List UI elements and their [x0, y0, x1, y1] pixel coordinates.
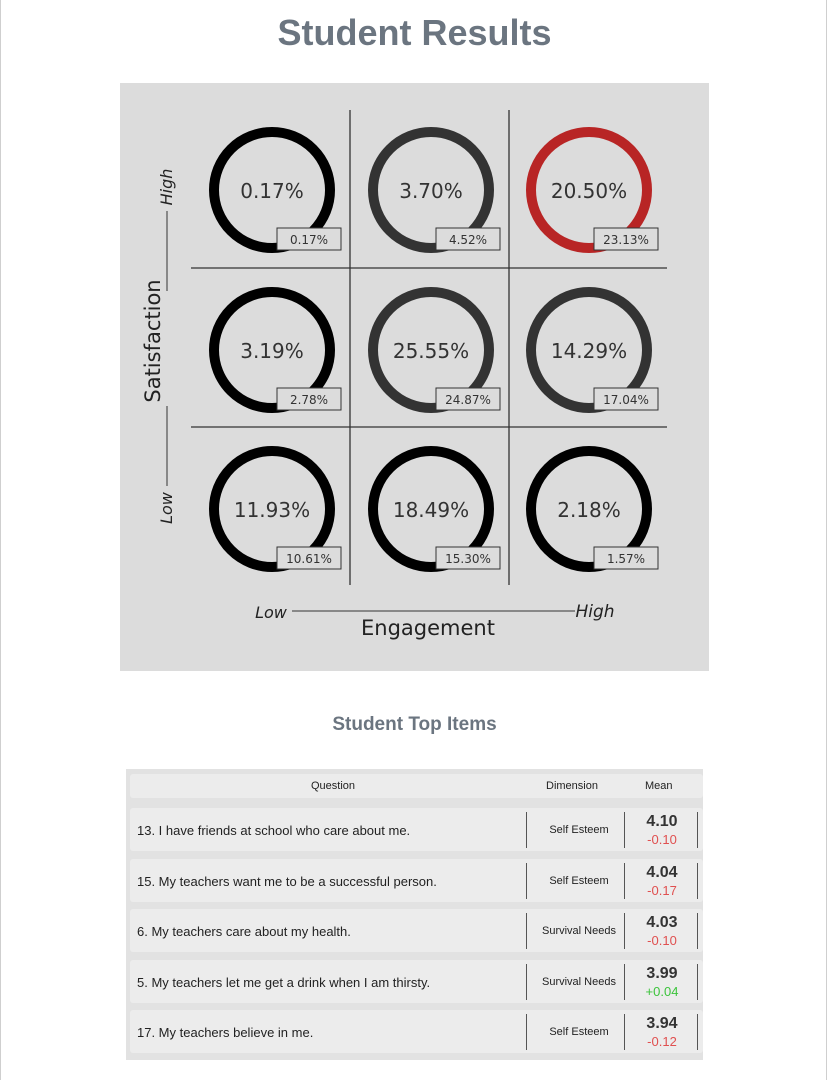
row-divider [624, 812, 625, 848]
row-divider [526, 812, 527, 848]
table-row [130, 859, 703, 902]
table-row [130, 808, 703, 851]
row-divider [697, 812, 698, 848]
cell-main-value: 14.29% [550, 339, 628, 363]
cell-main-value: 0.17% [240, 179, 304, 203]
row-delta: -0.12 [647, 1034, 677, 1049]
row-question: 13. I have friends at school who care about me. [137, 823, 411, 838]
table-row [130, 960, 703, 1003]
y-axis-high-label: High [157, 168, 176, 206]
header-dimension: Dimension [546, 780, 598, 792]
row-divider [624, 863, 625, 899]
matrix-cell [214, 451, 341, 569]
matrix-graphic [120, 83, 709, 671]
cell-badge-value: 1.57% [606, 552, 646, 566]
row-divider [697, 863, 698, 899]
row-mean: 4.03 [646, 914, 678, 931]
matrix-cell [531, 451, 658, 569]
row-dimension: Survival Needs [542, 925, 616, 937]
cell-badge-value: 10.61% [286, 552, 332, 566]
row-question: 5. My teachers let me get a drink when I am thirsty. [137, 975, 431, 990]
row-dimension: Self Esteem [549, 824, 609, 836]
y-axis-title: Satisfaction [141, 279, 165, 403]
row-mean: 4.10 [646, 813, 678, 830]
x-axis-high-label: High [575, 602, 615, 622]
row-dimension: Self Esteem [549, 875, 609, 887]
matrix-cell [531, 292, 658, 410]
row-divider [697, 913, 698, 949]
row-dimension: Self Esteem [549, 1026, 609, 1038]
row-question: 6. My teachers care about my health. [137, 924, 351, 939]
top-items-title: Student Top Items [332, 714, 497, 735]
top-items-table [126, 769, 703, 1060]
row-divider [697, 964, 698, 1000]
cell-badge-value: 2.78% [289, 393, 329, 407]
x-axis-title: Engagement [361, 616, 495, 640]
matrix-cell [373, 292, 500, 410]
row-divider [526, 1014, 527, 1050]
header-question: Question [311, 780, 356, 792]
y-axis-low-label: Low [157, 492, 176, 524]
row-mean: 3.94 [646, 1015, 678, 1032]
cell-badge-value: 17.04% [603, 393, 649, 407]
matrix-cell [373, 451, 500, 569]
matrix-cell [373, 132, 500, 250]
engagement-satisfaction-matrix [120, 83, 709, 671]
row-delta: -0.10 [647, 832, 677, 847]
cell-main-value: 18.49% [392, 498, 470, 522]
table-header [130, 774, 703, 798]
matrix-cell [214, 292, 341, 410]
cell-badge-value: 4.52% [448, 233, 488, 247]
row-question: 15. My teachers want me to be a successful person. [137, 874, 437, 889]
row-mean: 4.04 [646, 864, 678, 881]
x-axis-low-label: Low [255, 603, 287, 622]
cell-main-value: 25.55% [392, 339, 470, 363]
cell-badge-value: 15.30% [445, 552, 491, 566]
cell-badge-value: 23.13% [603, 233, 649, 247]
row-divider [526, 964, 527, 1000]
row-delta: -0.10 [647, 933, 677, 948]
cell-main-value: 11.93% [233, 498, 311, 522]
row-divider [624, 913, 625, 949]
row-divider [624, 964, 625, 1000]
cell-main-value: 3.70% [399, 179, 463, 203]
cell-main-value: 3.19% [240, 339, 304, 363]
row-delta: +0.04 [645, 984, 679, 999]
row-dimension: Survival Needs [542, 976, 616, 988]
matrix-cell [531, 132, 658, 250]
row-divider [697, 1014, 698, 1050]
cell-badge-value: 0.17% [289, 233, 329, 247]
table-row [130, 1010, 703, 1053]
row-mean: 3.99 [646, 965, 678, 982]
matrix-cell [214, 132, 341, 250]
cell-main-value: 2.18% [557, 498, 621, 522]
table-row [130, 909, 703, 952]
header-mean: Mean [645, 780, 673, 792]
row-divider [526, 863, 527, 899]
row-question: 17. My teachers believe in me. [137, 1025, 314, 1040]
row-divider [624, 1014, 625, 1050]
row-divider [526, 913, 527, 949]
page-title: Student Results [277, 12, 552, 53]
cell-badge-value: 24.87% [445, 393, 491, 407]
cell-main-value: 20.50% [550, 179, 628, 203]
row-delta: -0.17 [647, 883, 677, 898]
